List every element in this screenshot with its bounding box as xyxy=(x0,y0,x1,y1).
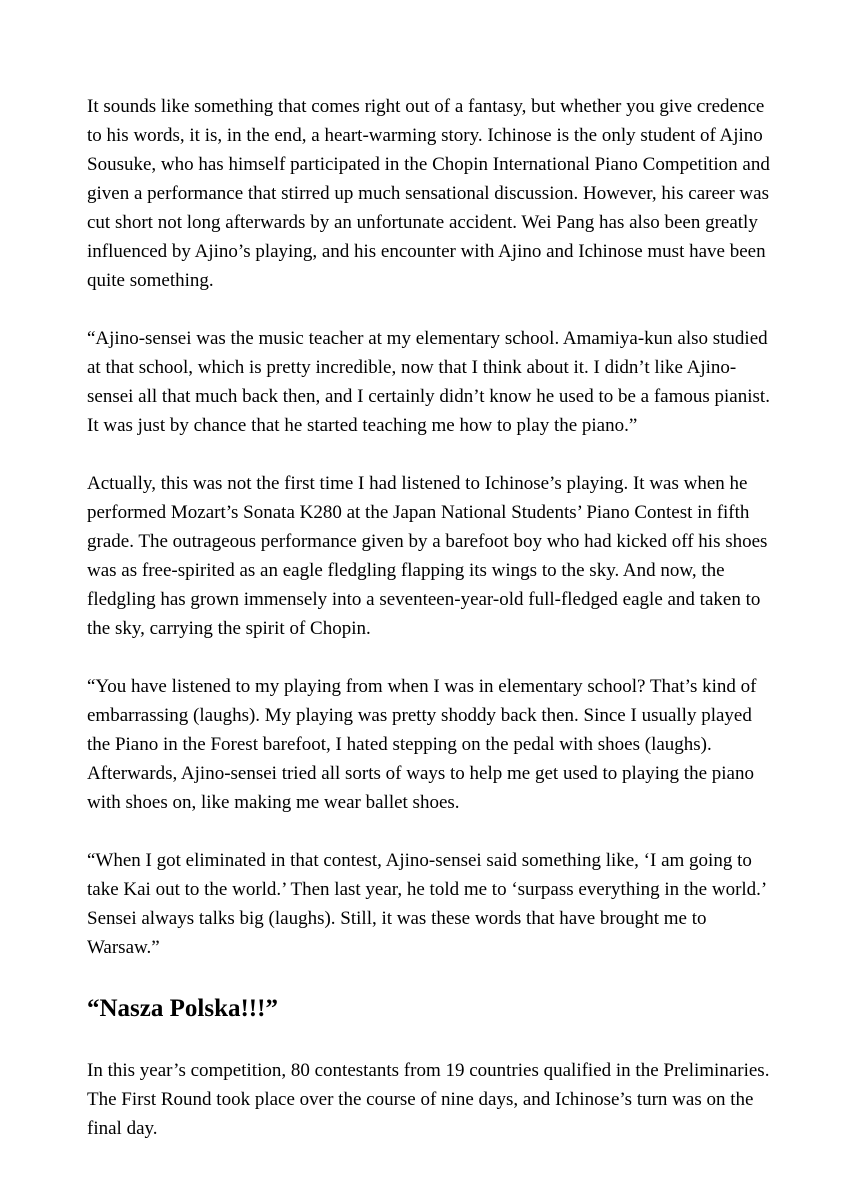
paragraph-quote-ajino-teacher: “Ajino-sensei was the music teacher at my elementary school. Amamiya-kun also studied at that school, which is pretty incredible, now that I think about it. I didn’t like Ajino-sensei all that much back then, and I certainly didn’t know he used to be a famous pianist. It was just by chance that he started teaching me how to play the piano.” xyxy=(87,328,770,436)
paragraph-quote-barefoot: “You have listened to my playing from when I was in elementary school? That’s kind of embarrassing (laughs). My playing was pretty shoddy back then. Since I usually played the Piano in the Forest barefoot, I hated stepping on the pedal with shoes (laughs). Afterwards, Ajino-sensei tried all sorts of ways to help me get used to playing the piano with shoes on, like making me wear ballet shoes. xyxy=(87,676,757,813)
paragraph-first-listen: Actually, this was not the first time I had listened to Ichinose’s playing. It was when he performed Mozart’s Sonata K280 at the Japan National Students’ Piano Contest in fifth grade. The outrageous performance given by a barefoot boy who had kicked off his shoes was as free-spirited as an eagle fledgling flapping its wings to the sky. And now, the fledgling has grown immensely into a seventeen-year-old full-fledged eagle and taken to the sky, carrying the spirit of Chopin. xyxy=(87,473,768,639)
section-heading-nasza-polska: “Nasza Polska!!!” xyxy=(87,995,278,1022)
paragraph-competition-info: In this year’s competition, 80 contestants from 19 countries qualified in the Preliminaries. The First Round took place over the course of nine days, and Ichinose’s turn was on the final day. xyxy=(87,1060,770,1139)
paragraph-quote-warsaw: “When I got eliminated in that contest, Ajino-sensei said something like, ‘I am going to take Kai out to the world.’ Then last year, he told me to ‘surpass everything in the world.’ Sensei always talks big (laughs). Still, it was these words that have brought me to Warsaw.” xyxy=(87,850,766,958)
paragraph-intro: It sounds like something that comes right out of a fantasy, but whether you give credence to his words, it is, in the end, a heart-warming story. Ichinose is the only student of Ajino Sousuke, who has himself participated in the Chopin International Piano Competition and given a performance that stirred up much sensational discussion. However, his career was cut short not long afterwards by an unfortunate accident. Wei Pang has also been greatly influenced by Ajino’s playing, and his encounter with Ajino and Ichinose must have been quite something. xyxy=(87,96,770,291)
